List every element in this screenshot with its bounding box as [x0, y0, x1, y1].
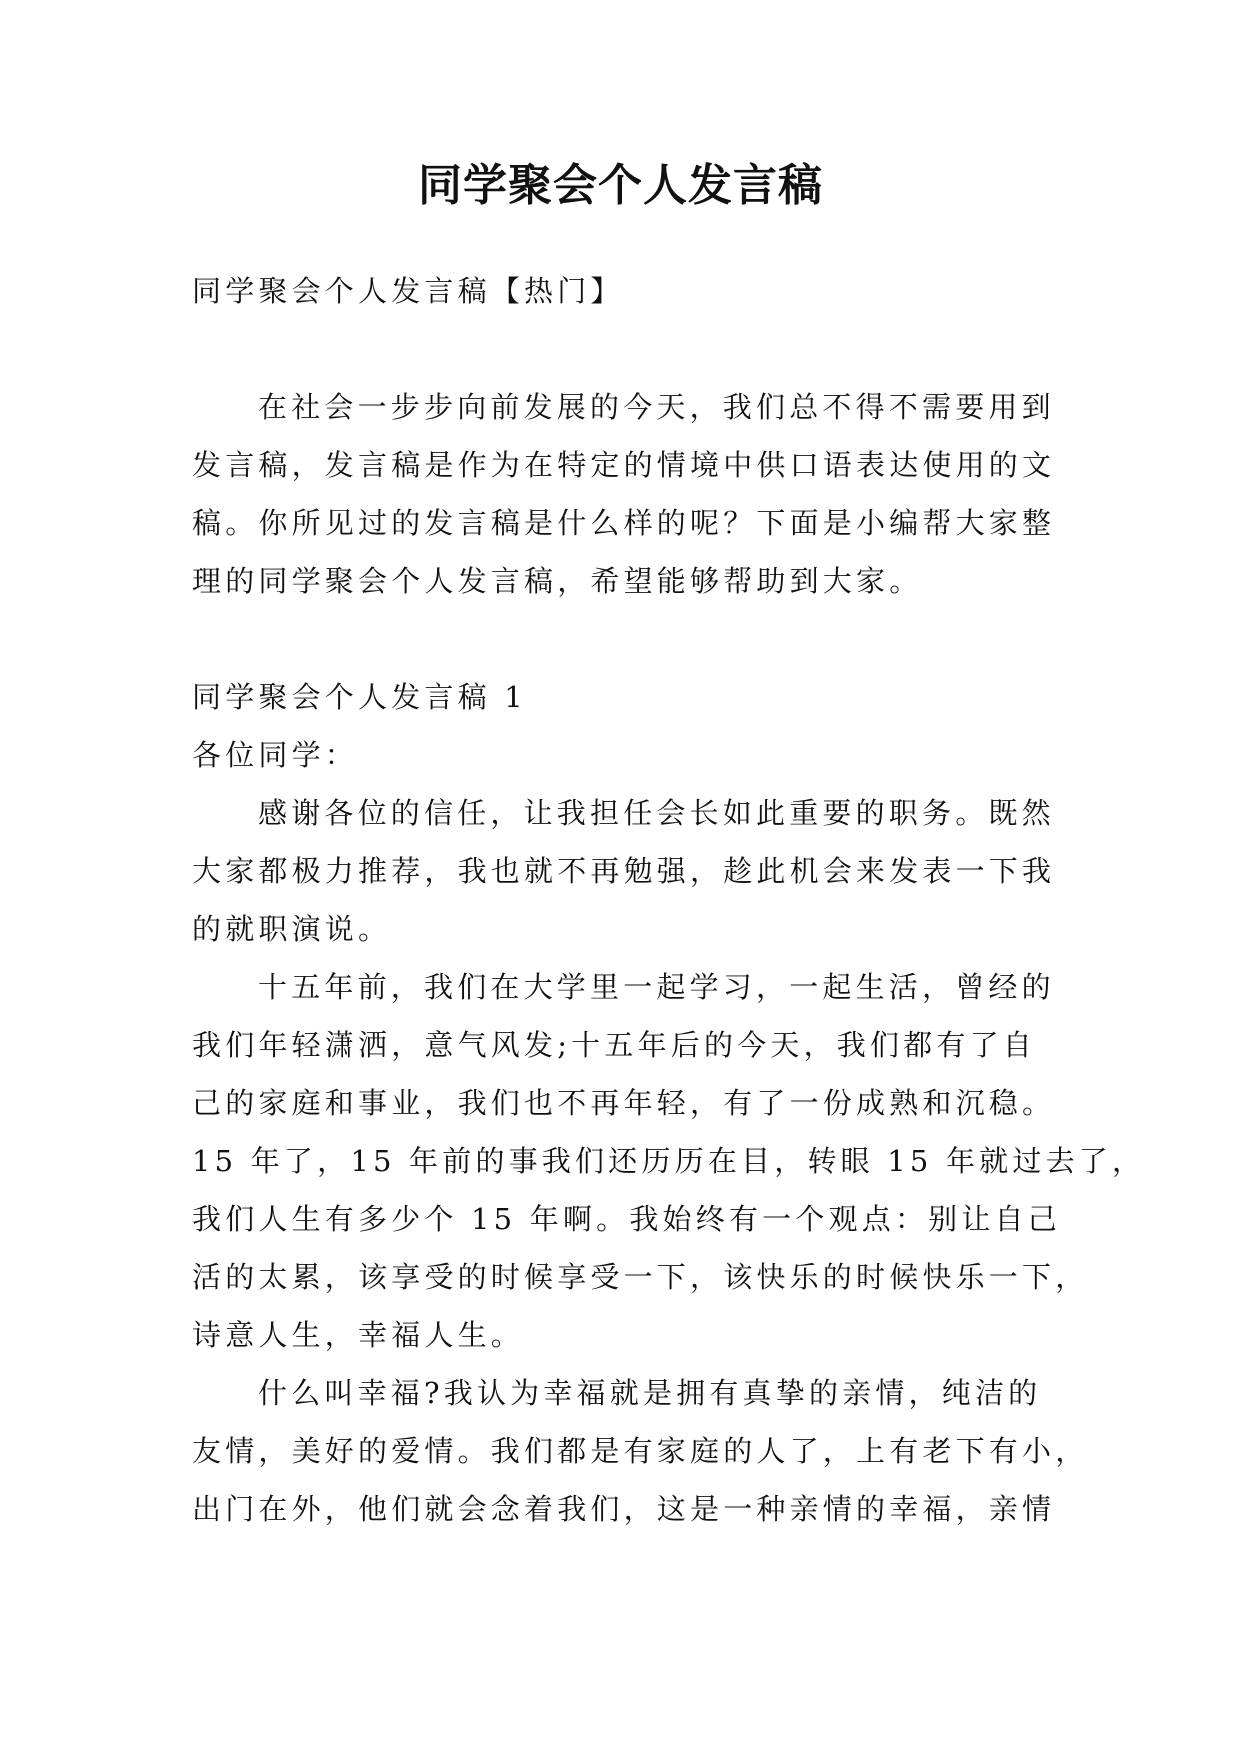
section-heading: 同学聚会个人发言稿 1 [192, 680, 527, 714]
paragraph-line: 感谢各位的信任，让我担任会长如此重要的职务。既然 [258, 796, 1055, 830]
paragraph-line: 十五年前，我们在大学里一起学习，一起生活，曾经的 [258, 970, 1055, 1004]
paragraph-line: 我们年轻潇洒，意气风发;十五年后的今天，我们都有了自 [192, 1028, 1036, 1062]
paragraph-line: 活的太累，该享受的时候享受一下，该快乐的时候快乐一下， [192, 1260, 1089, 1294]
greeting: 各位同学： [192, 738, 359, 772]
document-title: 同学聚会个人发言稿 [418, 160, 823, 211]
subtitle: 同学聚会个人发言稿【热门】 [192, 274, 624, 308]
paragraph-line: 诗意人生，幸福人生。 [192, 1318, 525, 1352]
document-body [192, 262, 1146, 1538]
paragraph-line: 发言稿，发言稿是作为在特定的情境中供口语表达使用的文 [192, 448, 1056, 482]
intro-paragraph [192, 378, 1056, 610]
paragraph-3 [192, 1364, 1089, 1538]
paragraph-line: 在社会一步步向前发展的今天，我们总不得不需要用到 [258, 390, 1055, 424]
paragraph-line: 己的家庭和事业，我们也不再年轻，有了一份成熟和沉稳。 [192, 1086, 1056, 1120]
paragraph-line: 我们人生有多少个 15 年啊。我始终有一个观点：别让自己 [192, 1202, 1061, 1236]
paragraph-line: 友情，美好的爱情。我们都是有家庭的人了，上有老下有小， [192, 1434, 1089, 1468]
paragraph-line: 15 年了，15 年前的事我们还历历在目，转眼 15 年就过去了， [192, 1144, 1146, 1178]
paragraph-line: 理的同学聚会个人发言稿，希望能够帮助到大家。 [192, 564, 923, 598]
paragraph-line: 稿。你所见过的发言稿是什么样的呢？下面是小编帮大家整 [192, 506, 1056, 540]
paragraph-line: 的就职演说。 [192, 912, 392, 946]
paragraph-line: 出门在外，他们就会念着我们，这是一种亲情的幸福，亲情 [192, 1492, 1056, 1526]
paragraph-line: 什么叫幸福?我认为幸福就是拥有真挚的亲情，纯洁的 [258, 1376, 1042, 1410]
paragraph-1 [192, 784, 1056, 958]
paragraph-line: 大家都极力推荐，我也就不再勉强，趁此机会来发表一下我 [192, 854, 1056, 888]
paragraph-2 [192, 958, 1146, 1364]
